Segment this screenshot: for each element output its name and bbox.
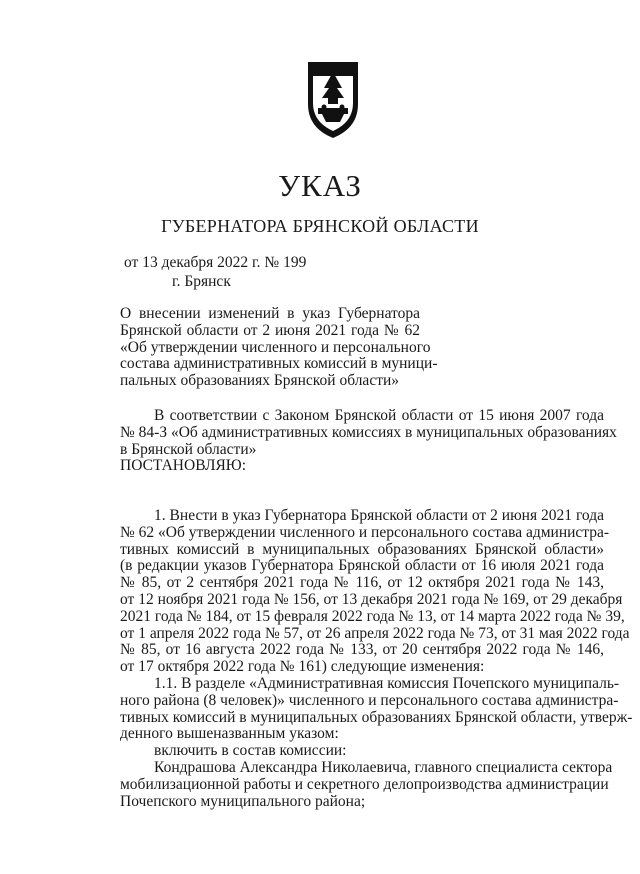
preamble-line: В соответствии с Законом Брянской области от 15 июня 2007 года [154, 407, 604, 424]
document-title: УКАЗ [278, 168, 362, 203]
body-line: № 62 «Об утверждении численного и персонального состава администра- [120, 523, 610, 541]
body-line: от 1 апреля 2022 года № 57, от 26 апреля 2022 года № 73, от 31 мая 2022 года [120, 624, 630, 642]
body-line: ного района (8 человек)» численного и персонального состава администра- [120, 691, 619, 709]
body-line: 1.1. В разделе «Административная комиссия Почепского муниципаль- [154, 674, 620, 692]
body-line: Кондрашова Александра Николаевича, главного специалиста сектора [154, 758, 613, 776]
decree-place: г. Брянск [172, 273, 231, 290]
preamble-line: № 84-З «Об административных комиссиях в муниципальных образованиях [120, 423, 617, 441]
decree-body [120, 507, 633, 810]
document-subtitle: ГУБЕРНАТОРА БРЯНСКОЙ ОБЛАСТИ [161, 216, 479, 236]
decree-about [120, 305, 438, 390]
coat-of-arms-icon [300, 58, 366, 142]
body-line: (в редакции указов Губернатора Брянской области от 16 июля 2021 года [120, 557, 604, 575]
about-line: Брянской области от 2 июня 2021 года № 62 [120, 321, 420, 339]
about-line: «Об утверждении численного и персонального [120, 338, 431, 356]
body-line: Почепского муниципального района; [120, 792, 366, 810]
body-line: мобилизационной работы и секретного делопроизводства администрации [120, 775, 609, 793]
body-line: № 85, от 16 августа 2022 года № 133, от 20 сентября 2022 года № 146, [120, 641, 604, 659]
decree-date-line [124, 254, 306, 272]
body-line: № 85, от 2 сентября 2021 года № 116, от 12 октября 2021 года № 143, [120, 574, 604, 592]
about-line: О внесении изменений в указ Губернатора [120, 305, 420, 322]
body-line: тивных комиссий в муниципальных образованиях Брянской области» [120, 540, 604, 558]
resolve-heading: ПОСТАНОВЛЯЮ: [120, 457, 247, 475]
body-line: от 12 ноября 2021 года № 156, от 13 декабря 2021 года № 169, от 29 декабря [120, 590, 623, 608]
body-line: включить в состав комиссии: [154, 742, 347, 760]
body-line: 2021 года № 184, от 15 февраля 2022 года № 13, от 14 марта 2022 года № 39, [120, 607, 625, 625]
about-line: состава административных комиссий в муници- [120, 355, 438, 373]
decree-number: 199 [283, 254, 307, 271]
number-prefix: № [264, 254, 280, 271]
body-line: от 17 октября 2022 года № 161) следующие изменения: [120, 658, 485, 676]
date-prefix: от [124, 254, 139, 271]
decree-date: 13 декабря 2022 г. [142, 254, 261, 271]
about-line: пальных образованиях Брянской области» [120, 372, 400, 390]
body-line: 1. Внести в указ Губернатора Брянской области от 2 июня 2021 года [154, 507, 604, 524]
body-line: тивных комиссий в муниципальных образованиях Брянской области, утверж- [120, 708, 633, 726]
decree-preamble [120, 407, 617, 475]
body-line: денного вышеназванным указом: [120, 725, 339, 743]
preamble-line: в Брянской области» [120, 440, 257, 458]
